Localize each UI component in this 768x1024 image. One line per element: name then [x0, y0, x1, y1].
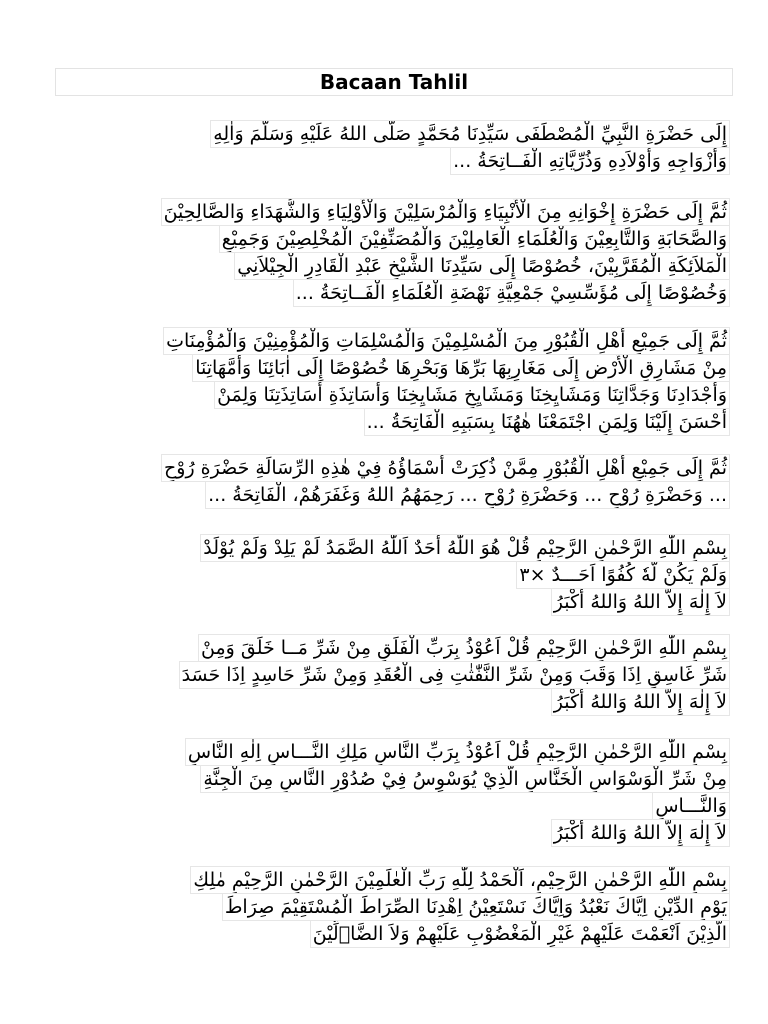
- paragraph-line: لاَ إِلٰهَ إِلاَّ اللهُ وَاللهُ أَكْبَرُ: [551, 688, 730, 716]
- paragraph: [40, 634, 730, 715]
- paragraph-line: لاَ إِلٰهَ إِلاَّ اللهُ وَاللهُ أَكْبَرُ: [551, 819, 730, 847]
- paragraph-line: أَحْسَنَ إِلَيْنَا وَلِمَنِ اجْتَمَعْنَا هٰهُنَا بِسَبَبِهِ الْفَاتِحَةُ ...: [364, 408, 730, 436]
- paragraph-line: لاَ إِلٰهَ إِلاَّ اللهُ وَاللهُ أَكْبَرُ: [551, 588, 730, 616]
- paragraph-line: الْمَلاَئِكَةِ الْمُقَرَّبِيْنَ، خُصُوْصًا إِلَى سَيِّدِنَا الشَّيْخِ عَبْدِ الْقَادِرِ الْجِيْلاَنِي: [234, 252, 730, 280]
- paragraph-line: شَرِّ غَاسِقٍ اِذَا وَقَبَ وَمِنْ شَرِّ النَّفّٰثٰتِ فِى الْعُقَدِ وَمِنْ شَرِّ حَاسِدٍ اِذَا حَسَدَ: [179, 661, 730, 689]
- paragraph-line: وَخُصُوْصًا إِلَى مُؤَسِّسِيْ جَمْعِيَّةِ نَهْضَةِ الْعُلَمَاءِ الْفَــاتِحَةُ ...: [293, 279, 730, 307]
- paragraph-line: مِنْ شَرِّ الْوَسْوَاسِ الْخَنَّاسِ الَّذِيْ يُوَسْوِسُ فِيْ صُدُوْرِ النَّاسِ مِنَ الْجِنَّةِ: [200, 765, 730, 793]
- paragraph-line: بِسْمِ اللّٰهِ الرَّحْمٰنِ الرَّحِيْمِ قُلْ هُوَ اللّٰهُ أَحَدٌ اَللّٰهُ الصَّمَدُ لَمْ يَلِدْ وَلَمْ يُوْلَدْ: [200, 534, 730, 562]
- paragraph: [40, 534, 730, 615]
- paragraph-line: ثُمَّ إِلَى جَمِيْعِ أَهْلِ الْقُبُوْرِ مِمَّنْ ذُكِرَتْ أَسْمَاؤُهُ فِيْ هٰذِهِ الرِّسَالَةِ حَضْرَةِ رُوْحِ: [161, 454, 730, 482]
- paragraph-line: وَأَزْوَاجِهِ وَأَوْلاَدِهِ وَذُرِّيَّاتِهِ الْفَــاتِحَةُ ...: [450, 147, 730, 175]
- paragraph-line: ... وَحَضْرَةِ رُوْحِ ... وَحَضْرَةِ رُوْحِ ... رَحِمَهُمُ اللهُ وَغَفَرَهُمْ، الْفَاتِحَةُ ...: [205, 481, 730, 509]
- paragraph: [40, 120, 730, 174]
- paragraph: [40, 738, 730, 846]
- paragraph-line: مِنْ مَشَارِقِ الْأَرْضِ إِلَى مَغَارِبِهَا بَرِّهَا وَبَحْرِهَا خُصُوْصًا إِلَى اٰبَائِنَا وَأُمَّهَاتِنَا: [192, 354, 730, 382]
- paragraph: [40, 866, 730, 947]
- paragraph-line: وَالنَّـــاسِ: [652, 792, 730, 820]
- paragraph: [40, 454, 730, 508]
- paragraph-line: وَالصَّحَابَةِ وَالتَّابِعِيْنَ وَالْعُلَمَاءِ الْعَامِلِيْنَ وَالْمُصَنِّفِيْنَ الْمُخْلِصِيْنَ وَجَمِيْعِ: [219, 225, 730, 253]
- paragraph-line: بِسْمِ اللّٰهِ الرَّحْمٰنِ الرَّحِيْمِ قُلْ اَعُوْذُ بِرَبِّ النَّاسِ مَلِكِ النَّـــاسِ اِلٰهِ النَّاسِ: [185, 738, 730, 766]
- paragraph-line: الَّذِيْنَ اَنْعَمْتَ عَلَيْهِمْ غَيْرِ الْمَغْضُوْبِ عَلَيْهِمْ وَلاَ الضَّاۤلِّيْنَ: [310, 920, 730, 948]
- document-title: Bacaan Tahlil: [55, 68, 733, 96]
- paragraph: [40, 327, 730, 435]
- paragraph-line: بِسْمِ اللّٰهِ الرَّحْمٰنِ الرَّحِيْمِ قُلْ اَعُوْذُ بِرَبِّ الْفَلَقِ مِنْ شَرِّ مَــا خَلَقَ وَمِنْ: [198, 634, 730, 662]
- paragraph-line: إِلَى حَضْرَةِ النَّبِيِّ الْمُصْطَفَى سَيِّدِنَا مُحَمَّدٍ صَلَّى اللهُ عَلَيْهِ وَسَلَّمَ وَاٰلِهِ: [210, 120, 730, 148]
- paragraph-line: بِسْمِ اللّٰهِ الرَّحْمٰنِ الرَّحِيْمِ، اَلْحَمْدُ لِلّٰهِ رَبِّ الْعٰلَمِيْنَ الرَّحْمٰنِ الرَّحِيْمِ مٰلِكِ: [190, 866, 730, 894]
- paragraph: [40, 198, 730, 306]
- paragraph-line: وَلَمْ يَكُنْ لَّهٗ كُفُوًا اَحَـــدٌ ×٣: [516, 561, 730, 589]
- paragraph-line: يَوْمِ الدِّيْنِ اِيَّاكَ نَعْبُدُ وَاِيَّاكَ نَسْتَعِيْنُ اِهْدِنَا الصِّرَاطَ الْمُسْتَقِيْمَ صِرَاطَ: [222, 893, 730, 921]
- paragraph-line: ثُمَّ إِلَى حَضْرَةِ إِخْوَانِهِ مِنَ الْأَنْبِيَاءِ وَالْمُرْسَلِيْنَ وَالْأَوْلِيَاءِ وَالشُّهَدَاءِ وَالصَّالِحِيْنَ: [161, 198, 730, 226]
- paragraph-line: وَأَجْدَادِنَا وَجَدَّاتِنَا وَمَشَايِخِنَا وَمَشَايِخِ مَشَايِخِنَا وَأَسَاتِذَةِ أَسَاتِذَتِنَا وَلِمَنْ: [214, 381, 730, 409]
- paragraph-line: ثُمَّ إِلَى جَمِيْعِ أَهْلِ الْقُبُوْرِ مِنَ الْمُسْلِمِيْنَ وَالْمُسْلِمَاتِ وَالْمُؤْمِنِيْنَ وَالْمُؤْمِنَاتِ: [163, 327, 730, 355]
